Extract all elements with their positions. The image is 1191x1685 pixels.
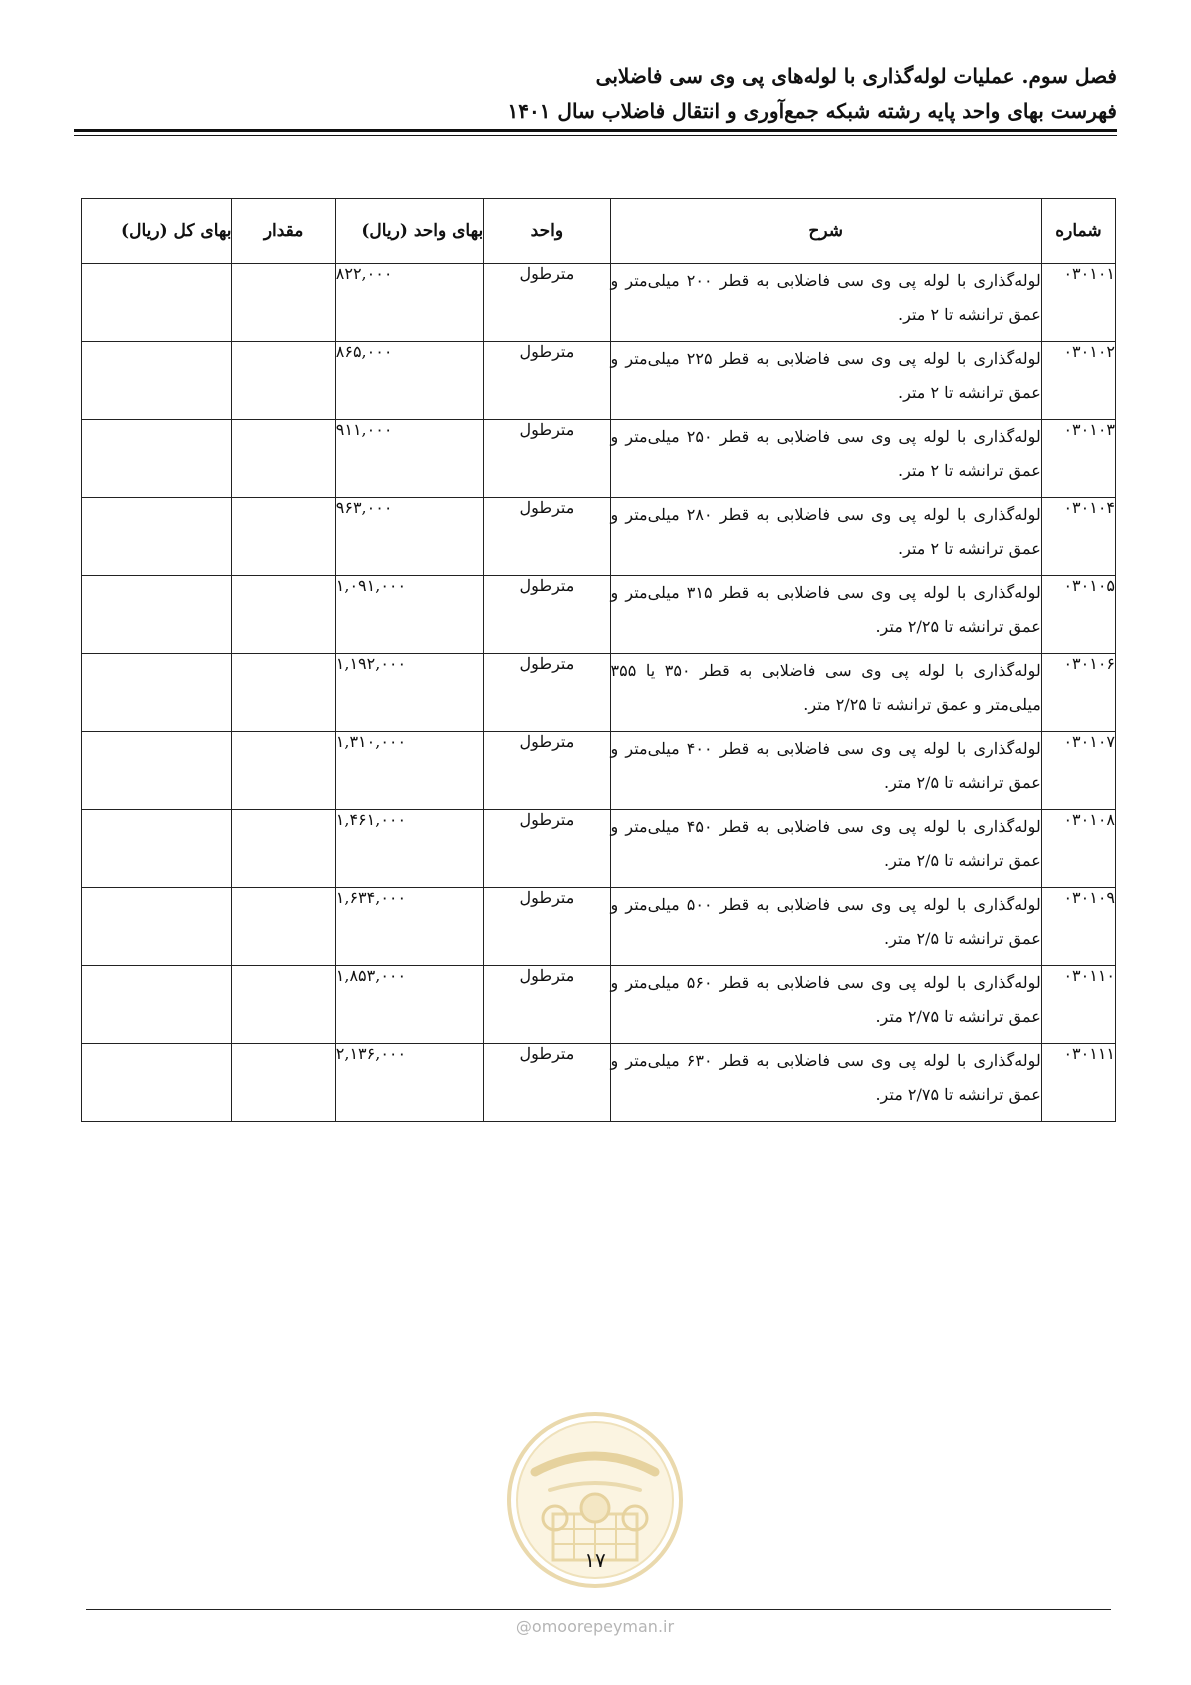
- item-unit: مترطول: [484, 732, 610, 810]
- item-unit: مترطول: [484, 810, 610, 888]
- item-quantity: [232, 732, 335, 810]
- table-row: [82, 654, 1116, 732]
- item-unit-price: ۱,۸۵۳,۰۰۰: [335, 966, 483, 1044]
- item-description: لوله‌گذاری با لوله پی وی سی فاضلابی به قطر ۲۲۵ میلی‌متر و عمق ترانشه تا ۲ متر.: [610, 342, 1041, 420]
- table-row: [82, 498, 1116, 576]
- item-total-price: [82, 264, 232, 342]
- table-row: [82, 966, 1116, 1044]
- document-title: فهرست بهای واحد پایه رشته شبکه جمع‌آوری و انتقال فاضلاب سال ۱۴۰۱: [507, 99, 1117, 123]
- item-unit-price: ۱,۳۱۰,۰۰۰: [335, 732, 483, 810]
- item-description: لوله‌گذاری با لوله پی وی سی فاضلابی به قطر ۲۵۰ میلی‌متر و عمق ترانشه تا ۲ متر.: [610, 420, 1041, 498]
- item-total-price: [82, 342, 232, 420]
- item-unit-price: ۸۶۵,۰۰۰: [335, 342, 483, 420]
- header-rule-thin: [74, 135, 1117, 136]
- item-unit-price: ۱,۴۶۱,۰۰۰: [335, 810, 483, 888]
- item-unit-price: ۱,۱۹۲,۰۰۰: [335, 654, 483, 732]
- table-row: [82, 576, 1116, 654]
- item-unit: مترطول: [484, 264, 610, 342]
- item-description: لوله‌گذاری با لوله پی وی سی فاضلابی به قطر ۳۵۰ یا ۳۵۵ میلی‌متر و عمق ترانشه تا ۲/۲۵ متر.: [610, 654, 1041, 732]
- table-row: [82, 342, 1116, 420]
- item-quantity: [232, 342, 335, 420]
- website-watermark: @omoorepeyman.ir: [515, 1617, 675, 1636]
- table-row: [82, 732, 1116, 810]
- item-number: ۰۳۰۱۰۶: [1041, 654, 1115, 732]
- item-description: لوله‌گذاری با لوله پی وی سی فاضلابی به قطر ۳۱۵ میلی‌متر و عمق ترانشه تا ۲/۲۵ متر.: [610, 576, 1041, 654]
- table-header-row: [82, 199, 1116, 264]
- header-rule-thick: [74, 129, 1117, 132]
- column-header-unit: واحد: [484, 199, 610, 264]
- item-quantity: [232, 810, 335, 888]
- item-total-price: [82, 1044, 232, 1122]
- item-number: ۰۳۰۱۰۴: [1041, 498, 1115, 576]
- item-description: لوله‌گذاری با لوله پی وی سی فاضلابی به قطر ۵۰۰ میلی‌متر و عمق ترانشه تا ۲/۵ متر.: [610, 888, 1041, 966]
- item-quantity: [232, 1044, 335, 1122]
- item-unit: مترطول: [484, 576, 610, 654]
- item-number: ۰۳۰۱۰۲: [1041, 342, 1115, 420]
- item-total-price: [82, 888, 232, 966]
- item-unit-price: ۹۶۳,۰۰۰: [335, 498, 483, 576]
- item-unit-price: ۸۲۲,۰۰۰: [335, 264, 483, 342]
- item-description: لوله‌گذاری با لوله پی وی سی فاضلابی به قطر ۴۰۰ میلی‌متر و عمق ترانشه تا ۲/۵ متر.: [610, 732, 1041, 810]
- column-header-total-price: بهای کل (ریال): [82, 199, 232, 264]
- column-header-unit-price: بهای واحد (ریال): [335, 199, 483, 264]
- item-quantity: [232, 576, 335, 654]
- column-header-description: شرح: [610, 199, 1041, 264]
- table-row: [82, 810, 1116, 888]
- item-total-price: [82, 810, 232, 888]
- item-unit: مترطول: [484, 966, 610, 1044]
- item-quantity: [232, 966, 335, 1044]
- column-header-quantity: مقدار: [232, 199, 335, 264]
- item-description: لوله‌گذاری با لوله پی وی سی فاضلابی به قطر ۲۰۰ میلی‌متر و عمق ترانشه تا ۲ متر.: [610, 264, 1041, 342]
- item-unit: مترطول: [484, 888, 610, 966]
- item-number: ۰۳۰۱۰۸: [1041, 810, 1115, 888]
- item-unit-price: ۹۱۱,۰۰۰: [335, 420, 483, 498]
- item-description: لوله‌گذاری با لوله پی وی سی فاضلابی به قطر ۶۳۰ میلی‌متر و عمق ترانشه تا ۲/۷۵ متر.: [610, 1044, 1041, 1122]
- price-list-table: [81, 198, 1116, 1122]
- item-quantity: [232, 888, 335, 966]
- item-description: لوله‌گذاری با لوله پی وی سی فاضلابی به قطر ۵۶۰ میلی‌متر و عمق ترانشه تا ۲/۷۵ متر.: [610, 966, 1041, 1044]
- item-quantity: [232, 498, 335, 576]
- item-number: ۰۳۰۱۱۱: [1041, 1044, 1115, 1122]
- item-unit-price: ۱,۶۳۴,۰۰۰: [335, 888, 483, 966]
- item-unit: مترطول: [484, 498, 610, 576]
- table-row: [82, 264, 1116, 342]
- item-quantity: [232, 654, 335, 732]
- item-total-price: [82, 420, 232, 498]
- item-total-price: [82, 576, 232, 654]
- table-row: [82, 1044, 1116, 1122]
- table-row: [82, 420, 1116, 498]
- item-number: ۰۳۰۱۰۹: [1041, 888, 1115, 966]
- footer-rule: [86, 1609, 1111, 1610]
- item-unit-price: ۲,۱۳۶,۰۰۰: [335, 1044, 483, 1122]
- item-unit-price: ۱,۰۹۱,۰۰۰: [335, 576, 483, 654]
- item-total-price: [82, 966, 232, 1044]
- item-description: لوله‌گذاری با لوله پی وی سی فاضلابی به قطر ۲۸۰ میلی‌متر و عمق ترانشه تا ۲ متر.: [610, 498, 1041, 576]
- item-number: ۰۳۰۱۱۰: [1041, 966, 1115, 1044]
- item-number: ۰۳۰۱۰۷: [1041, 732, 1115, 810]
- page-number: ۱۷: [584, 1548, 606, 1572]
- item-quantity: [232, 420, 335, 498]
- column-header-number: شماره: [1041, 199, 1115, 264]
- item-quantity: [232, 264, 335, 342]
- item-description: لوله‌گذاری با لوله پی وی سی فاضلابی به قطر ۴۵۰ میلی‌متر و عمق ترانشه تا ۲/۵ متر.: [610, 810, 1041, 888]
- table-row: [82, 888, 1116, 966]
- item-unit: مترطول: [484, 342, 610, 420]
- item-number: ۰۳۰۱۰۵: [1041, 576, 1115, 654]
- page-header: [507, 58, 1117, 128]
- chapter-title: فصل سوم. عملیات لوله‌گذاری با لوله‌های پی وی سی فاضلابی: [595, 64, 1117, 88]
- item-total-price: [82, 654, 232, 732]
- item-number: ۰۳۰۱۰۱: [1041, 264, 1115, 342]
- item-total-price: [82, 732, 232, 810]
- item-number: ۰۳۰۱۰۳: [1041, 420, 1115, 498]
- item-unit: مترطول: [484, 420, 610, 498]
- item-unit: مترطول: [484, 654, 610, 732]
- item-unit: مترطول: [484, 1044, 610, 1122]
- item-total-price: [82, 498, 232, 576]
